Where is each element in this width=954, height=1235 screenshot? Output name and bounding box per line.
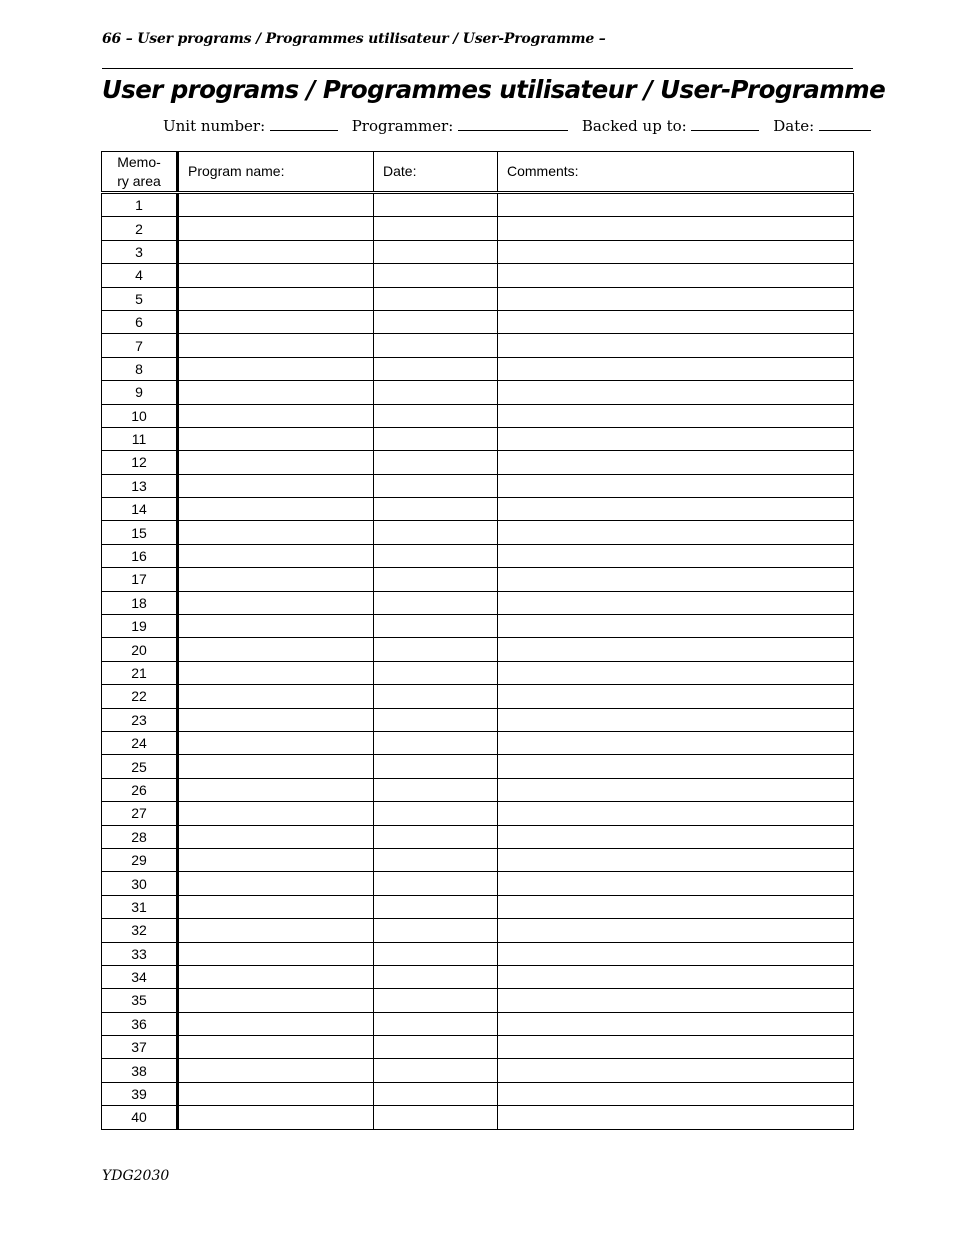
programmer-blank[interactable]	[458, 117, 568, 131]
backed-up-label: Backed up to:	[581, 117, 687, 135]
header-comments: Comments:	[498, 152, 854, 193]
program-name-cell[interactable]	[178, 474, 374, 497]
program-name-cell[interactable]	[178, 1012, 374, 1035]
comments-cell[interactable]	[498, 895, 854, 918]
header-program-name: Program name:	[178, 152, 374, 193]
table-row	[102, 1082, 854, 1105]
date-cell[interactable]	[374, 661, 498, 684]
date-cell[interactable]	[374, 942, 498, 965]
table-row	[102, 685, 854, 708]
program-name-cell[interactable]	[178, 264, 374, 287]
program-name-cell[interactable]	[178, 708, 374, 731]
header-memory-area	[102, 152, 178, 193]
memory-area-number: 39	[102, 1082, 178, 1105]
table-row	[102, 942, 854, 965]
table-row	[102, 451, 854, 474]
programmer-label: Programmer:	[351, 117, 454, 135]
header-rule	[102, 68, 853, 69]
date-cell[interactable]	[374, 825, 498, 848]
table-row	[102, 240, 854, 263]
program-name-cell[interactable]	[178, 615, 374, 638]
program-name-cell[interactable]	[178, 685, 374, 708]
program-name-cell[interactable]	[178, 591, 374, 614]
program-name-cell[interactable]	[178, 1106, 374, 1129]
table-row	[102, 334, 854, 357]
memory-area-number: 7	[102, 334, 178, 357]
memory-area-number: 16	[102, 544, 178, 567]
memory-area-number: 18	[102, 591, 178, 614]
date-cell[interactable]	[374, 591, 498, 614]
table-row	[102, 848, 854, 871]
date-cell[interactable]	[374, 965, 498, 988]
memory-area-number: 22	[102, 685, 178, 708]
program-name-cell[interactable]	[178, 661, 374, 684]
memory-area-number: 14	[102, 498, 178, 521]
date-cell[interactable]	[374, 381, 498, 404]
table-row	[102, 661, 854, 684]
memory-area-number: 25	[102, 755, 178, 778]
date-cell[interactable]	[374, 240, 498, 263]
date-cell[interactable]	[374, 1036, 498, 1059]
date-cell[interactable]	[374, 451, 498, 474]
memory-area-number: 6	[102, 310, 178, 333]
date-field	[773, 117, 871, 135]
backed-up-field	[582, 117, 764, 135]
program-name-cell[interactable]	[178, 451, 374, 474]
date-cell[interactable]	[374, 989, 498, 1012]
table-row	[102, 989, 854, 1012]
table-row	[102, 708, 854, 731]
memory-area-number: 15	[102, 521, 178, 544]
memory-area-number: 12	[102, 451, 178, 474]
memory-area-number: 17	[102, 568, 178, 591]
table-row	[102, 965, 854, 988]
memory-area-number: 11	[102, 427, 178, 450]
comments-cell[interactable]	[498, 404, 854, 427]
table-row	[102, 802, 854, 825]
table-row	[102, 1036, 854, 1059]
program-name-cell[interactable]	[178, 427, 374, 450]
date-cell[interactable]	[374, 334, 498, 357]
comments-cell[interactable]	[498, 615, 854, 638]
table-row	[102, 427, 854, 450]
header-memory-line1: Memo-	[117, 153, 161, 170]
memory-area-number: 13	[102, 474, 178, 497]
program-name-cell[interactable]	[178, 1036, 374, 1059]
program-name-cell[interactable]	[178, 778, 374, 801]
program-name-cell[interactable]	[178, 848, 374, 871]
comments-cell[interactable]	[498, 1036, 854, 1059]
memory-area-number: 37	[102, 1036, 178, 1059]
comments-cell[interactable]	[498, 240, 854, 263]
table-row	[102, 568, 854, 591]
program-name-cell[interactable]	[178, 217, 374, 240]
info-line	[163, 117, 871, 135]
header-date: Date:	[374, 152, 498, 193]
comments-cell[interactable]	[498, 427, 854, 450]
comments-cell[interactable]	[498, 802, 854, 825]
memory-area-number: 40	[102, 1106, 178, 1129]
table-row	[102, 895, 854, 918]
comments-cell[interactable]	[498, 357, 854, 380]
date-cell[interactable]	[374, 474, 498, 497]
table-header-row	[102, 152, 854, 193]
program-name-cell[interactable]	[178, 895, 374, 918]
running-header: 66 – User programs / Programmes utilisateur / User-Programme –	[102, 31, 606, 47]
table-row	[102, 357, 854, 380]
comments-cell[interactable]	[498, 965, 854, 988]
header-memory-line2: ry area	[117, 172, 161, 189]
memory-area-number: 19	[102, 615, 178, 638]
memory-area-number: 5	[102, 287, 178, 310]
date-cell[interactable]	[374, 1082, 498, 1105]
comments-cell[interactable]	[498, 544, 854, 567]
comments-cell[interactable]	[498, 1082, 854, 1105]
program-name-cell[interactable]	[178, 521, 374, 544]
table-row	[102, 381, 854, 404]
table-row	[102, 638, 854, 661]
program-name-cell[interactable]	[178, 193, 374, 217]
program-name-cell[interactable]	[178, 825, 374, 848]
memory-area-number: 36	[102, 1012, 178, 1035]
comments-cell[interactable]	[498, 264, 854, 287]
date-cell[interactable]	[374, 427, 498, 450]
memory-area-number: 8	[102, 357, 178, 380]
program-name-cell[interactable]	[178, 1082, 374, 1105]
date-cell[interactable]	[374, 731, 498, 754]
page-title: User programs / Programmes utilisateur / User-Programme	[102, 75, 886, 104]
comments-cell[interactable]	[498, 217, 854, 240]
comments-cell[interactable]	[498, 848, 854, 871]
memory-area-number: 31	[102, 895, 178, 918]
memory-area-number: 9	[102, 381, 178, 404]
program-name-cell[interactable]	[178, 872, 374, 895]
date-label: Date:	[773, 117, 815, 135]
table-row	[102, 217, 854, 240]
memory-area-number: 34	[102, 965, 178, 988]
programmer-field	[352, 117, 573, 135]
memory-area-number: 21	[102, 661, 178, 684]
memory-area-number: 35	[102, 989, 178, 1012]
date-cell[interactable]	[374, 498, 498, 521]
comments-cell[interactable]	[498, 381, 854, 404]
comments-cell[interactable]	[498, 825, 854, 848]
comments-cell[interactable]	[498, 685, 854, 708]
comments-cell[interactable]	[498, 708, 854, 731]
table-row	[102, 1059, 854, 1082]
date-cell[interactable]	[374, 848, 498, 871]
comments-cell[interactable]	[498, 778, 854, 801]
table-row	[102, 521, 854, 544]
memory-area-number: 24	[102, 731, 178, 754]
date-cell[interactable]	[374, 685, 498, 708]
memory-area-number: 10	[102, 404, 178, 427]
date-cell[interactable]	[374, 1012, 498, 1035]
comments-cell[interactable]	[498, 334, 854, 357]
table-row	[102, 872, 854, 895]
comments-cell[interactable]	[498, 1059, 854, 1082]
comments-cell[interactable]	[498, 989, 854, 1012]
comments-cell[interactable]	[498, 451, 854, 474]
memory-area-number: 1	[102, 193, 178, 217]
table-row	[102, 193, 854, 217]
program-name-cell[interactable]	[178, 404, 374, 427]
date-cell[interactable]	[374, 1059, 498, 1082]
memory-area-number: 4	[102, 264, 178, 287]
date-cell[interactable]	[374, 895, 498, 918]
table-row	[102, 1106, 854, 1129]
table-row	[102, 755, 854, 778]
program-name-cell[interactable]	[178, 942, 374, 965]
comments-cell[interactable]	[498, 1106, 854, 1129]
program-name-cell[interactable]	[178, 240, 374, 263]
program-name-cell[interactable]	[178, 965, 374, 988]
comments-cell[interactable]	[498, 661, 854, 684]
unit-number-field	[163, 117, 343, 135]
date-cell[interactable]	[374, 193, 498, 217]
program-name-cell[interactable]	[178, 1059, 374, 1082]
comments-cell[interactable]	[498, 755, 854, 778]
program-name-cell[interactable]	[178, 802, 374, 825]
program-name-cell[interactable]	[178, 381, 374, 404]
program-name-cell[interactable]	[178, 638, 374, 661]
date-cell[interactable]	[374, 217, 498, 240]
table-row	[102, 919, 854, 942]
comments-cell[interactable]	[498, 638, 854, 661]
unit-number-blank[interactable]	[270, 117, 338, 131]
comments-cell[interactable]	[498, 193, 854, 217]
table-row	[102, 287, 854, 310]
date-cell[interactable]	[374, 778, 498, 801]
program-name-cell[interactable]	[178, 334, 374, 357]
program-name-cell[interactable]	[178, 310, 374, 333]
memory-area-number: 32	[102, 919, 178, 942]
date-cell[interactable]	[374, 708, 498, 731]
programs-table	[101, 151, 854, 1130]
footer-code: YDG2030	[102, 1168, 170, 1184]
table-row	[102, 498, 854, 521]
program-name-cell[interactable]	[178, 989, 374, 1012]
date-cell[interactable]	[374, 357, 498, 380]
comments-cell[interactable]	[498, 942, 854, 965]
memory-area-number: 26	[102, 778, 178, 801]
comments-cell[interactable]	[498, 310, 854, 333]
comments-cell[interactable]	[498, 498, 854, 521]
date-cell[interactable]	[374, 755, 498, 778]
program-name-cell[interactable]	[178, 498, 374, 521]
program-rows	[102, 193, 854, 1130]
date-cell[interactable]	[374, 568, 498, 591]
memory-area-number: 23	[102, 708, 178, 731]
date-cell[interactable]	[374, 638, 498, 661]
date-cell[interactable]	[374, 287, 498, 310]
comments-cell[interactable]	[498, 919, 854, 942]
table-row	[102, 615, 854, 638]
memory-area-number: 20	[102, 638, 178, 661]
table-row	[102, 1012, 854, 1035]
program-name-cell[interactable]	[178, 357, 374, 380]
date-cell[interactable]	[374, 264, 498, 287]
comments-cell[interactable]	[498, 568, 854, 591]
program-name-cell[interactable]	[178, 568, 374, 591]
table-row	[102, 544, 854, 567]
table-row	[102, 310, 854, 333]
memory-area-number: 33	[102, 942, 178, 965]
comments-cell[interactable]	[498, 521, 854, 544]
table-row	[102, 404, 854, 427]
program-name-cell[interactable]	[178, 287, 374, 310]
program-name-cell[interactable]	[178, 544, 374, 567]
comments-cell[interactable]	[498, 731, 854, 754]
date-cell[interactable]	[374, 615, 498, 638]
memory-area-number: 27	[102, 802, 178, 825]
memory-area-number: 3	[102, 240, 178, 263]
memory-area-number: 28	[102, 825, 178, 848]
table-row	[102, 825, 854, 848]
comments-cell[interactable]	[498, 1012, 854, 1035]
date-cell[interactable]	[374, 310, 498, 333]
table-row	[102, 264, 854, 287]
date-cell[interactable]	[374, 872, 498, 895]
date-cell[interactable]	[374, 802, 498, 825]
date-cell[interactable]	[374, 1106, 498, 1129]
table-row	[102, 591, 854, 614]
date-blank[interactable]	[819, 117, 871, 131]
comments-cell[interactable]	[498, 474, 854, 497]
memory-area-number: 29	[102, 848, 178, 871]
date-cell[interactable]	[374, 404, 498, 427]
unit-number-label: Unit number:	[163, 117, 266, 135]
memory-area-number: 38	[102, 1059, 178, 1082]
backed-up-blank[interactable]	[691, 117, 759, 131]
comments-cell[interactable]	[498, 287, 854, 310]
memory-area-number: 2	[102, 217, 178, 240]
program-name-cell[interactable]	[178, 731, 374, 754]
date-cell[interactable]	[374, 521, 498, 544]
table-row	[102, 474, 854, 497]
program-name-cell[interactable]	[178, 919, 374, 942]
date-cell[interactable]	[374, 544, 498, 567]
memory-area-number: 30	[102, 872, 178, 895]
table-row	[102, 731, 854, 754]
comments-cell[interactable]	[498, 591, 854, 614]
table-row	[102, 778, 854, 801]
date-cell[interactable]	[374, 919, 498, 942]
program-name-cell[interactable]	[178, 755, 374, 778]
comments-cell[interactable]	[498, 872, 854, 895]
